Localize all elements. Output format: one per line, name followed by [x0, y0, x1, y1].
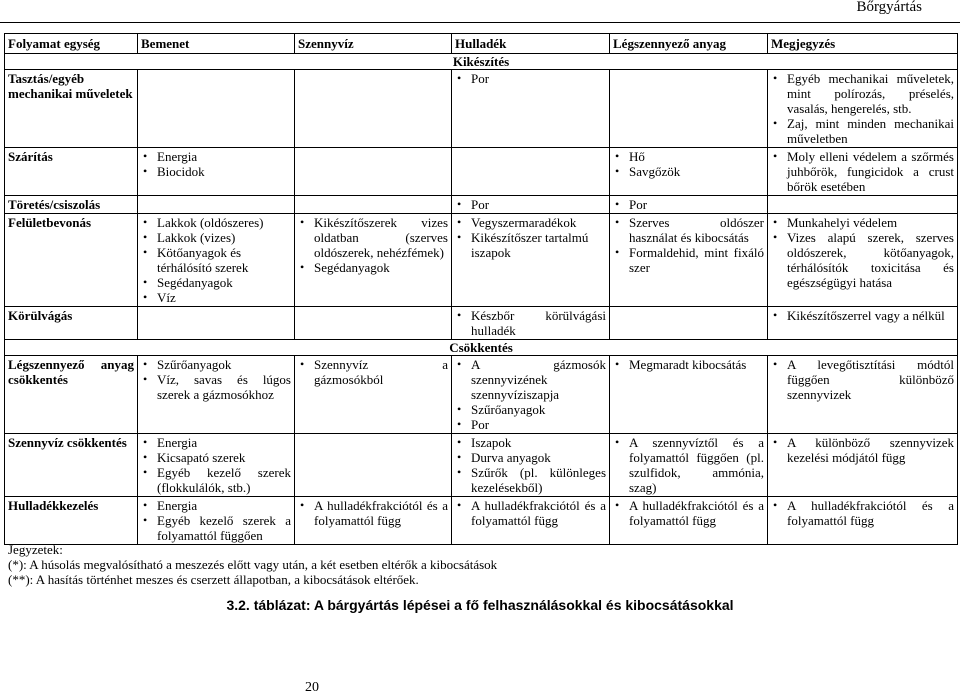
input-cell — [138, 214, 295, 307]
list-item: • A gázmosók szennyvizének szennyvíziszapja — [471, 357, 606, 402]
list-item: • Vegyszermaradékok — [471, 215, 606, 230]
table-row — [5, 148, 958, 196]
list-item: • Energia — [157, 435, 291, 450]
list-item: • Szűrőanyagok — [471, 402, 606, 417]
list-item: • Por — [471, 417, 606, 432]
list-item: • Megmaradt kibocsátás — [629, 357, 764, 372]
page-header — [0, 0, 960, 23]
note-cell — [768, 497, 958, 545]
waste-cell — [452, 70, 610, 148]
list-item: • A hulladékfrakciótól és a folyamattól függ — [787, 498, 954, 528]
note-line: (*): A húsolás megvalósítható a meszezés előtt vagy után, a két esetben eltérők a kibocsátások — [8, 557, 498, 572]
list-item: • Formaldehid, mint fixáló szer — [629, 245, 764, 275]
table-row — [5, 307, 958, 340]
column-header: Folyamat egység — [5, 34, 138, 54]
list-item: • Por — [471, 71, 606, 86]
wastewater-cell — [295, 356, 452, 434]
air-cell — [610, 196, 768, 214]
table-row — [5, 356, 958, 434]
input-cell — [138, 356, 295, 434]
list-item: • Egyéb mechanikai műveletek, mint polírozás, préselés, vasalás, hengerelés, stb. — [787, 71, 954, 116]
table-row — [5, 196, 958, 214]
list-item: • Por — [629, 197, 764, 212]
list-item: • Segédanyagok — [157, 275, 291, 290]
list-item: • Munkahelyi védelem — [787, 215, 954, 230]
note-cell — [768, 356, 958, 434]
list-item: • Vizes alapú szerek, szerves oldószerek, kötőanyagok, térhálósítók toxicitása és egészségügyi hatása — [787, 230, 954, 290]
list-item: • Kicsapató szerek — [157, 450, 291, 465]
column-header: Szennyvíz — [295, 34, 452, 54]
table-row — [5, 434, 958, 497]
list-item: • A levegőtisztítási módtól függően különböző szennyvizek — [787, 357, 954, 402]
air-cell — [610, 148, 768, 196]
list-item: • Energia — [157, 149, 291, 164]
section-row — [5, 54, 958, 70]
row-unit: Hulladékkezelés — [5, 497, 138, 545]
list-item: • Kikészítőszer tartalmú iszapok — [471, 230, 606, 260]
list-item: • Por — [471, 197, 606, 212]
notes-heading: Jegyzetek: — [8, 542, 63, 557]
list-item: • Egyéb kezelő szerek a folyamattól függően — [157, 513, 291, 543]
list-item: • Víz — [157, 290, 291, 305]
table-notes — [8, 542, 497, 587]
list-item: • Moly elleni védelem a szőrmés juhbőrök, fungicidok a crust bőrök esetében — [787, 149, 954, 194]
list-item: • Lakkok (oldószeres) — [157, 215, 291, 230]
process-table — [4, 33, 958, 545]
input-cell — [138, 434, 295, 497]
table-row — [5, 70, 958, 148]
column-header: Bemenet — [138, 34, 295, 54]
input-cell — [138, 148, 295, 196]
list-item: • Víz, savas és lúgos szerek a gázmosókhoz — [157, 372, 291, 402]
note-cell — [768, 434, 958, 497]
section-title: Kikészítés — [5, 54, 958, 70]
waste-cell — [452, 196, 610, 214]
row-unit: Szennyvíz csökkentés — [5, 434, 138, 497]
air-cell — [610, 214, 768, 307]
list-item: • Hő — [629, 149, 764, 164]
waste-cell — [452, 497, 610, 545]
list-item: • Lakkok (vizes) — [157, 230, 291, 245]
list-item: • Kikészítőszerek vizes oldatban (szerves oldószerek, nehézfémek) — [314, 215, 448, 260]
section-row — [5, 340, 958, 356]
air-cell — [610, 356, 768, 434]
list-item: • Iszapok — [471, 435, 606, 450]
column-header: Légszennyező anyag — [610, 34, 768, 54]
list-item: • Kikészítőszerrel vagy a nélkül — [787, 308, 954, 323]
column-header: Hulladék — [452, 34, 610, 54]
row-unit: Töretés/csiszolás — [5, 196, 138, 214]
list-item: • A különböző szennyvizek kezelési módjától függ — [787, 435, 954, 465]
list-item: • Szennyvíz a gázmosókból — [314, 357, 448, 387]
list-item: • A hulladékfrakciótól és a folyamattól függ — [471, 498, 606, 528]
list-item: • Zaj, mint minden mechanikai műveletben — [787, 116, 954, 146]
note-cell — [768, 148, 958, 196]
waste-cell — [452, 214, 610, 307]
list-item: • Segédanyagok — [314, 260, 448, 275]
list-item: • Durva anyagok — [471, 450, 606, 465]
row-unit: Légszennyező anyag csökkentés — [5, 356, 138, 434]
wastewater-cell — [295, 214, 452, 307]
list-item: • A szennyvíztől és a folyamattól függően (pl. szulfidok, ammónia, szag) — [629, 435, 764, 495]
wastewater-cell — [295, 497, 452, 545]
row-unit: Felületbevonás — [5, 214, 138, 307]
list-item: • Energia — [157, 498, 291, 513]
list-item: • Biocidok — [157, 164, 291, 179]
list-item: • Készbőr körülvágási hulladék — [471, 308, 606, 338]
waste-cell — [452, 434, 610, 497]
table-row — [5, 214, 958, 307]
row-unit: Tasztás/egyéb mechanikai műveletek — [5, 70, 138, 148]
list-item: • A hulladékfrakciótól és a folyamattól függ — [629, 498, 764, 528]
page-header-title: Bőrgyártás — [856, 0, 922, 15]
list-item: • Szűrők (pl. különleges kezelésekből) — [471, 465, 606, 495]
table-header-row — [5, 34, 958, 54]
table-caption: 3.2. táblázat: A bárgyártás lépései a fő felhasználásokkal és kibocsátásokkal — [226, 597, 734, 613]
note-cell — [768, 70, 958, 148]
air-cell — [610, 434, 768, 497]
column-header: Megjegyzés — [768, 34, 958, 54]
row-unit: Körülvágás — [5, 307, 138, 340]
section-title: Csökkentés — [5, 340, 958, 356]
list-item: • Savgőzök — [629, 164, 764, 179]
list-item: • Szűrőanyagok — [157, 357, 291, 372]
list-item: • Egyéb kezelő szerek (flokkulálók, stb.) — [157, 465, 291, 495]
page-number: 20 — [305, 680, 319, 695]
note-line: (**): A hasítás történhet meszes és cserzett állapotban, a kibocsátások eltérőek. — [8, 572, 419, 587]
note-cell — [768, 307, 958, 340]
list-item: • A hulladékfrakciótól és a folyamattól függ — [314, 498, 448, 528]
row-unit: Szárítás — [5, 148, 138, 196]
list-item: • Kötőanyagok és térhálósító szerek — [157, 245, 291, 275]
air-cell — [610, 497, 768, 545]
note-cell — [768, 214, 958, 307]
input-cell — [138, 497, 295, 545]
table-row — [5, 497, 958, 545]
waste-cell — [452, 356, 610, 434]
list-item: • Szerves oldószer használat és kibocsátás — [629, 215, 764, 245]
waste-cell — [452, 307, 610, 340]
